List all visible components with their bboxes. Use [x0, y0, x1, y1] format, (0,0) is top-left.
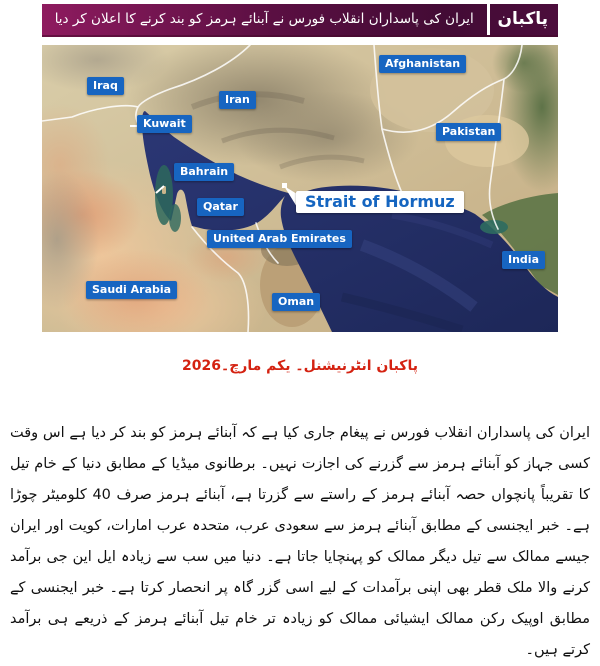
- map-label-strait-of-hormuz: Strait of Hormuz: [296, 191, 464, 213]
- map-label-kuwait: Kuwait: [137, 115, 192, 133]
- article-body-text: ایران کی پاسداران انقلاب فورس نے پیغام جاری کیا ہے کہ آبنائے ہرمز کو بند کر دیا ہے اس وقت کسی جہاز کو آبنائے ہرمز سے گزرنے کی اجازت نہیں۔ برطانوی میڈیا کے مطابق دنیا کے خام تیل کا تقریباً پانچواں حصہ آبنائے ہرمز کے راستے سے گزرتا ہے، آبنائے ہرمز صرف 40 کلومیٹر چوڑا ہے۔ خبر ایجنسی کے مطابق آبنائے ہرمز سے سعودی عرب، متحدہ عرب امارات، کویت اور ایران جیسے ممالک سے تیل دیگر ممالک کو پہنچایا جاتا ہے۔ دنیا میں سب سے زیادہ ایل این جی برآمد کرنے والا ملک قطر بھی اپنی برآمدات کے لیے اسی گزر گاہ پر انحصار کرتا ہے۔ خبر ایجنسی کے مطابق اوپیک رکن ممالک ایشیائی ممالک کو زیادہ تر خام تیل آبنائے ہرمز کے ذریعے ہی برآمد کرتے ہیں۔: [10, 424, 590, 658]
- news-header-bar: [42, 4, 558, 37]
- map-label-qatar: Qatar: [197, 198, 244, 216]
- map-label-oman: Oman: [272, 293, 320, 311]
- news-headline: ایران کی پاسداران انقلاب فورس نے آبنائے ہرمز کو بند کرنے کا اعلان کر دیا: [54, 10, 474, 27]
- map-label-bahrain: Bahrain: [174, 163, 234, 181]
- byline-dateline: پاکبان انٹرنیشنل۔ یکم مارچ۔2026: [182, 358, 418, 374]
- map-label-pakistan: Pakistan: [436, 123, 501, 141]
- strait-of-hormuz-map: [42, 45, 558, 332]
- map-label-iran: Iran: [219, 91, 256, 109]
- map-label-uae: United Arab Emirates: [207, 230, 352, 248]
- header-divider: [487, 4, 490, 35]
- site-logo: پاکبان: [497, 8, 548, 29]
- map-label-saudi-arabia: Saudi Arabia: [86, 281, 177, 299]
- map-label-iraq: Iraq: [87, 77, 124, 95]
- map-label-afghanistan: Afghanistan: [379, 55, 466, 73]
- map-label-india: India: [502, 251, 545, 269]
